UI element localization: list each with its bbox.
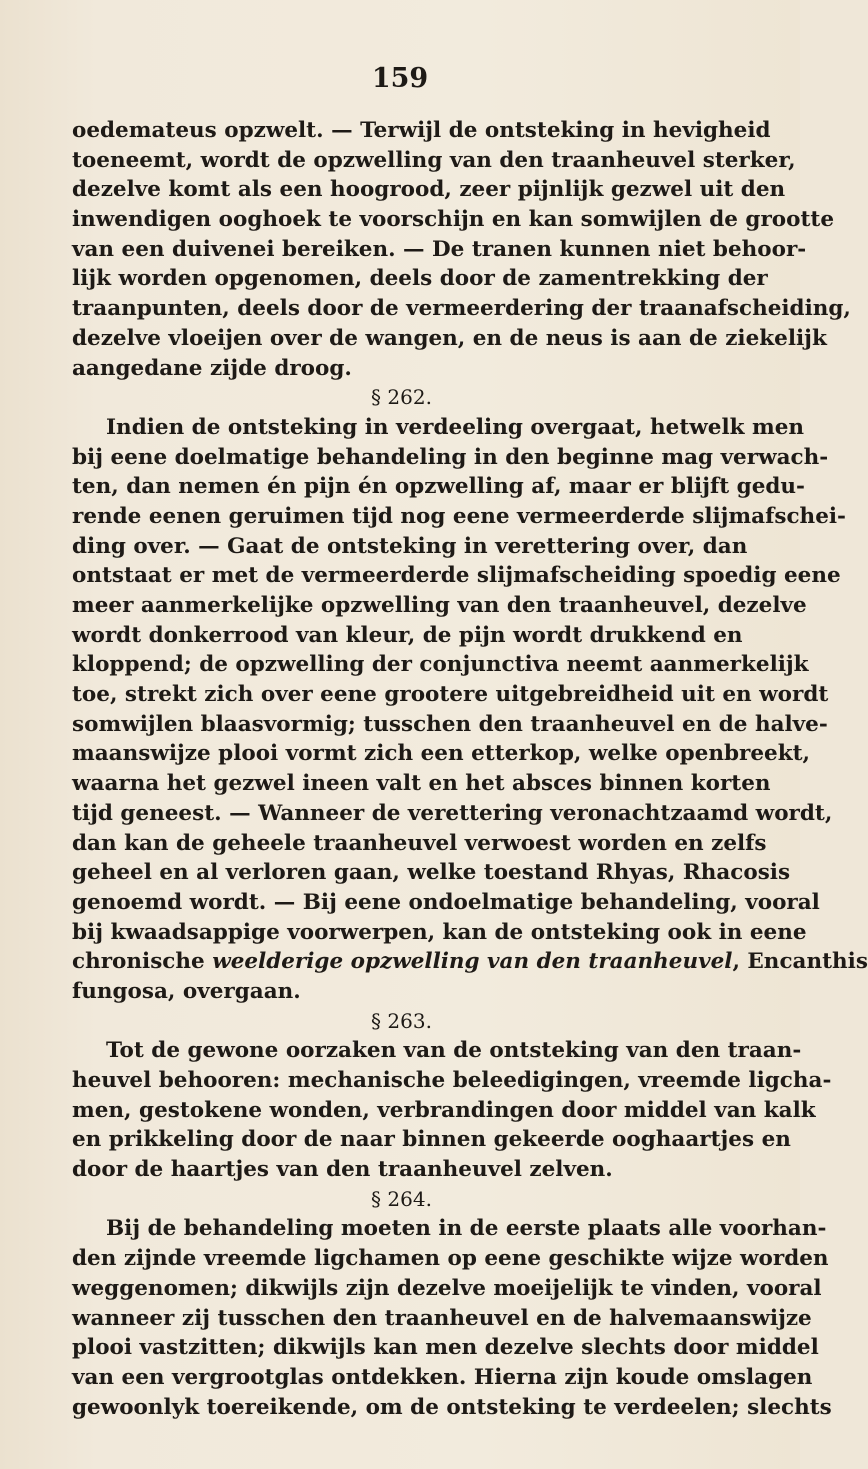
text-line: plooi vastzitten; dikwijls kan men dezelve slechts door middel <box>72 1335 819 1361</box>
section-heading-262: § 262. <box>371 385 432 410</box>
text-line: tijd geneest. — Wanneer de verettering veronachtzaamd wordt, <box>72 800 833 826</box>
text-line: maanswijze plooi vormt zich een etterkop, welke openbreekt, <box>72 741 811 767</box>
text-line: ten, dan nemen én pijn én opzwelling af, maar er blijft gedu- <box>72 474 805 500</box>
text-line: door de haartjes van den traanheuvel zelven. <box>72 1157 613 1183</box>
text-line: Indien de ontsteking in verdeeling overgaat, hetwelk men <box>106 414 805 440</box>
text-line: gewoonlyk toereikende, om de ontsteking te verdeelen; slechts <box>72 1394 832 1420</box>
text-line: weggenomen; dikwijls zijn dezelve moeijelijk te vinden, vooral <box>72 1275 822 1301</box>
text-line: geheel en al verloren gaan, welke toestand Rhyas, Rhacosis <box>72 860 791 886</box>
body-text <box>72 116 868 1422</box>
text-line: wordt donkerrood van kleur, de pijn wordt drukkend en <box>72 622 743 648</box>
text-line-with-italic <box>72 947 868 977</box>
text-line: lijk worden opgenomen, deels door de zamentrekking der <box>72 266 768 292</box>
text-line: dan kan de geheele traanheuvel verwoest worden en zelfs <box>72 830 767 856</box>
text-line: ontstaat er met de vermeerderde slijmafscheiding spoedig eene <box>72 563 841 589</box>
text-line: dezelve komt als een hoogrood, zeer pijnlijk gezwel uit den <box>72 177 786 203</box>
text-line: waarna het gezwel ineen valt en het absces binnen korten <box>72 771 771 797</box>
text-segment: chronische <box>72 949 213 975</box>
text-line: toeneemt, wordt de opzwelling van den traanheuvel sterker, <box>72 147 796 173</box>
text-line: bij eene doelmatige behandeling in den beginne mag verwach- <box>72 444 829 470</box>
italic-term: weelderige opzwelling van den traanheuvel <box>212 949 733 975</box>
text-line: oedemateus opzwelt. — Terwijl de ontsteking in hevigheid <box>72 118 771 143</box>
text-line: van een duivenei bereiken. — De tranen kunnen niet behoor- <box>72 236 807 262</box>
text-line: den zijnde vreemde ligchamen op eene geschikte wijze worden <box>72 1246 829 1272</box>
section-heading-263: § 263. <box>371 1008 432 1033</box>
text-line: ding over. — Gaat de ontsteking in verettering over, dan <box>72 533 748 559</box>
text-segment: , Encanthis <box>732 949 868 975</box>
text-line: bij kwaadsappige voorwerpen, kan de ontsteking ook in eene <box>72 919 807 945</box>
text-line: van een vergrootglas ontdekken. Hierna zijn koude omslagen <box>72 1364 813 1390</box>
text-line: kloppend; de opzwelling der conjunctiva neemt aanmerkelijk <box>72 652 809 678</box>
text-line: inwendigen ooghoek te voorschijn en kan somwijlen de grootte <box>72 207 835 233</box>
text-line: men, gestokene wonden, verbrandingen door middel van kalk <box>72 1097 816 1123</box>
text-line: toe, strekt zich over eene grootere uitgebreidheid uit en wordt <box>72 682 829 708</box>
text-line: somwijlen blaasvormig; tusschen den traanheuvel en de halve- <box>72 711 828 737</box>
text-line: Tot de gewone oorzaken van de ontsteking van den traan- <box>106 1038 802 1064</box>
text-line: genoemd wordt. — Bij eene ondoelmatige behandeling, vooral <box>72 889 820 915</box>
page-number: 159 <box>371 63 429 94</box>
text-line: meer aanmerkelijke opzwelling van den traanheuvel, dezelve <box>72 593 807 618</box>
text-line: aangedane zijde droog. <box>72 355 352 381</box>
text-line: traanpunten, deels door de vermeerdering der traanafscheiding, <box>72 296 851 322</box>
section-heading-264: § 264. <box>371 1186 432 1211</box>
text-line: fungosa, overgaan. <box>72 978 301 1004</box>
text-line: wanneer zij tusschen den traanheuvel en de halvemaanswijze <box>72 1305 812 1331</box>
text-line: rende eenen geruimen tijd nog eene vermeerderde slijmafschei- <box>72 503 846 529</box>
text-line: dezelve vloeijen over de wangen, en de neus is aan de ziekelijk <box>72 325 827 351</box>
text-line: heuvel behooren: mechanische beleedigingen, vreemde ligcha- <box>72 1068 832 1093</box>
text-line: en prikkeling door de naar binnen gekeerde ooghaartjes en <box>72 1127 791 1153</box>
text-line: Bij de behandeling moeten in de eerste plaats alle voorhan- <box>106 1216 827 1242</box>
